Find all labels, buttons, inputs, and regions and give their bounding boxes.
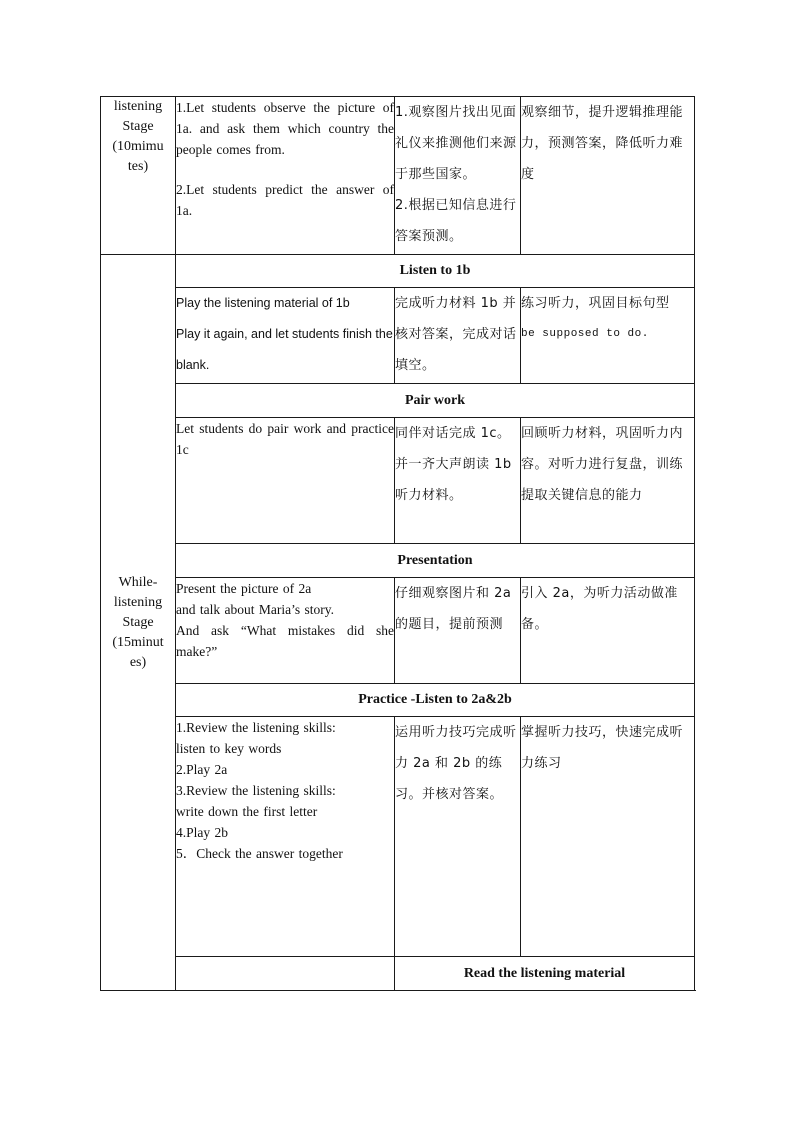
section-row-pair-work <box>101 384 695 418</box>
student-activity: 2.根据已知信息进行答案预测。 <box>395 198 517 244</box>
teacher-activity: 2.Play 2a <box>176 762 228 777</box>
design-purpose: 练习听力，巩固目标句型 <box>521 296 670 311</box>
stage-line: (15minut <box>112 634 164 650</box>
teacher-activity: 3.Review the listening skills: <box>176 783 336 798</box>
teacher-activity: Play the listening material of 1b <box>176 296 350 310</box>
stage-line: es) <box>129 654 147 670</box>
student-activity: 1.观察图片找出见面礼仪来推测他们来源于那些国家。 <box>395 105 517 182</box>
pre-listening-teacher-cell <box>176 97 395 255</box>
pair-work-teacher-cell: Let students do pair work and practice 1c <box>176 418 395 544</box>
lesson-plan-table <box>100 96 695 991</box>
pair-work-student-cell: 同伴对话完成 1c。并一齐大声朗读 1b 听力材料。 <box>395 418 521 544</box>
section-title: Read the listening material <box>395 957 695 991</box>
teacher-activity: And ask “What mistakes did she make?” <box>176 623 394 659</box>
pre-listening-purpose-cell <box>521 97 695 255</box>
listen-1b-purpose-cell <box>521 288 695 384</box>
section-row-listen-1b <box>101 255 695 288</box>
practice-row <box>101 717 695 957</box>
presentation-row <box>101 578 695 684</box>
stage-line: While- <box>118 574 158 590</box>
teacher-activity: 1.Review the listening skills: <box>176 720 336 735</box>
practice-purpose-cell: 掌握听力技巧，快速完成听力练习 <box>521 717 695 957</box>
section-title: Practice -Listen to 2a&2b <box>176 684 695 717</box>
section-row-presentation <box>101 544 695 578</box>
practice-teacher-cell <box>176 717 395 957</box>
teacher-activity: 1.Let students observe the picture of 1a. and ask them which country the people comes from. <box>176 100 394 157</box>
section-row-read <box>101 957 695 991</box>
stage-line: listening <box>113 99 163 114</box>
teacher-activity: 2.Let students predict the answer of 1a. <box>176 182 394 218</box>
stage-line: Stage <box>122 119 154 134</box>
stage-line: listening <box>113 594 163 610</box>
section-title: Listen to 1b <box>176 255 695 288</box>
teacher-activity: Play it again, and let students finish the blank. <box>176 327 393 372</box>
while-listening-stage-cell <box>101 255 176 991</box>
pair-work-row <box>101 418 695 544</box>
section-row-practice <box>101 684 695 717</box>
section-title: Pair work <box>176 384 695 418</box>
target-sentence: be supposed to do. <box>521 328 649 340</box>
teacher-activity: 4.Play 2b <box>176 825 229 840</box>
teacher-activity: and talk about Maria’s story. <box>176 602 334 617</box>
section-title: Presentation <box>176 544 695 578</box>
presentation-teacher-cell <box>176 578 395 684</box>
presentation-student-cell: 仔细观察图片和 2a 的题目，提前预测 <box>395 578 521 684</box>
presentation-purpose-cell: 引入 2a，为听力活动做准备。 <box>521 578 695 684</box>
teacher-activity: Present the picture of 2a <box>176 581 312 596</box>
practice-student-cell: 运用听力技巧完成听力 2a 和 2b 的练习。并核对答案。 <box>395 717 521 957</box>
stage-line: (10mimu <box>112 139 164 154</box>
design-purpose: 观察细节，提升逻辑推理能力，预测答案，降低听力难度 <box>521 105 684 182</box>
stage-line: Stage <box>122 614 154 630</box>
listen-1b-student-cell: 完成听力材料 1b 并核对答案，完成对话填空。 <box>395 288 521 384</box>
teacher-activity: write down the first letter <box>176 804 318 819</box>
pre-listening-student-cell <box>395 97 521 255</box>
empty-stage-cell <box>176 957 395 991</box>
listen-1b-teacher-cell <box>176 288 395 384</box>
pair-work-purpose-cell: 回顾听力材料，巩固听力内容。对听力进行复盘，训练提取关键信息的能力 <box>521 418 695 544</box>
teacher-activity: listen to key words <box>176 741 282 756</box>
stage-line: tes) <box>127 159 149 174</box>
teacher-activity: 5．Check the answer together <box>176 846 343 861</box>
pre-listening-stage-cell <box>101 97 176 255</box>
pre-listening-row <box>101 97 695 255</box>
listen-1b-row <box>101 288 695 384</box>
